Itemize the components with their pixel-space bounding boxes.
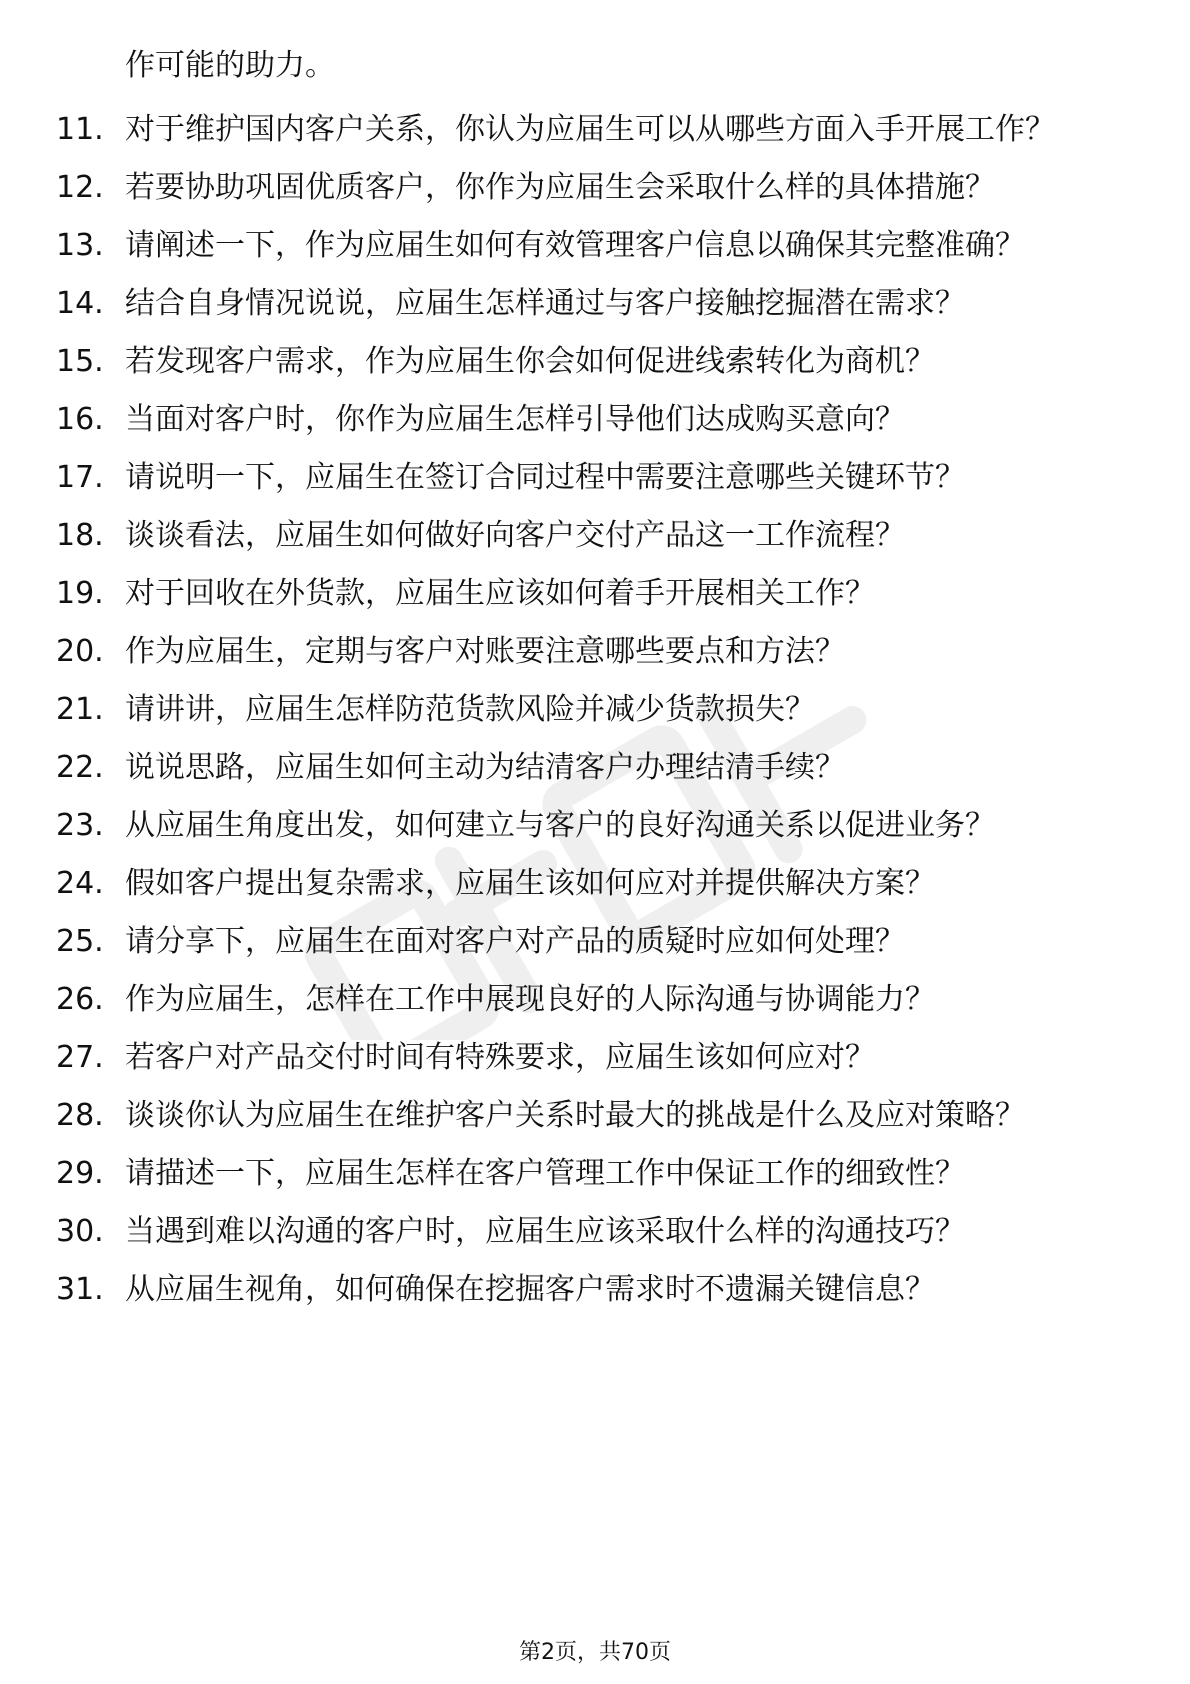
question-number: 27. — [56, 1040, 104, 1075]
question-text: 结合自身情况说说，应届生怎样通过与客户接触挖掘潜在需求？ — [125, 286, 965, 321]
question-number: 22. — [56, 750, 104, 785]
question-number: 20. — [56, 634, 104, 669]
question-text: 若要协助巩固优质客户，你作为应届生会采取什么样的具体措施？ — [125, 170, 995, 205]
question-number: 17. — [56, 460, 104, 495]
list-item — [0, 1156, 1190, 1192]
question-text: 请分享下，应届生在面对客户对产品的质疑时应如何处理？ — [125, 924, 905, 959]
list-item — [0, 634, 1190, 670]
question-number: 29. — [56, 1156, 104, 1191]
question-text: 请讲讲，应届生怎样防范货款风险并减少货款损失？ — [125, 692, 815, 727]
question-text: 若客户对产品交付时间有特殊要求，应届生该如何应对？ — [125, 1040, 875, 1075]
question-text: 从应届生角度出发，如何建立与客户的良好沟通关系以促进业务？ — [125, 808, 995, 843]
question-text: 若发现客户需求，作为应届生你会如何促进线索转化为商机？ — [125, 344, 935, 379]
list-item — [0, 460, 1190, 496]
list-item — [0, 1272, 1190, 1308]
question-number: 13. — [56, 228, 104, 263]
question-number: 21. — [56, 692, 104, 727]
question-text: 从应届生视角，如何确保在挖掘客户需求时不遗漏关键信息？ — [125, 1272, 935, 1307]
list-item — [0, 344, 1190, 380]
list-item — [0, 1098, 1190, 1134]
question-text: 假如客户提出复杂需求，应届生该如何应对并提供解决方案？ — [125, 866, 935, 901]
question-number: 12. — [56, 170, 104, 205]
question-list — [0, 112, 1190, 1330]
question-text: 谈谈你认为应届生在维护客户关系时最大的挑战是什么及应对策略？ — [125, 1098, 1025, 1133]
list-item — [0, 750, 1190, 786]
question-number: 18. — [56, 518, 104, 553]
question-number: 28. — [56, 1098, 104, 1133]
question-number: 15. — [56, 344, 104, 379]
list-item — [0, 866, 1190, 902]
question-text: 请阐述一下，作为应届生如何有效管理客户信息以确保其完整准确？ — [125, 228, 1025, 263]
list-item — [0, 808, 1190, 844]
question-number: 16. — [56, 402, 104, 437]
question-text: 对于维护国内客户关系，你认为应届生可以从哪些方面入手开展工作？ — [125, 112, 1055, 147]
question-text: 说说思路，应届生如何主动为结清客户办理结清手续？ — [125, 750, 845, 785]
page-footer: 第2页，共70页 — [519, 1640, 671, 1665]
list-item — [0, 402, 1190, 438]
question-number: 11. — [56, 112, 104, 147]
list-item — [0, 924, 1190, 960]
question-text: 谈谈看法，应届生如何做好向客户交付产品这一工作流程？ — [125, 518, 905, 553]
list-item — [0, 518, 1190, 554]
list-item — [0, 170, 1190, 206]
question-number: 23. — [56, 808, 104, 843]
question-text: 当面对客户时，你作为应届生怎样引导他们达成购买意向？ — [125, 402, 905, 437]
question-number: 30. — [56, 1214, 104, 1249]
list-item — [0, 1040, 1190, 1076]
question-text: 作为应届生，定期与客户对账要注意哪些要点和方法？ — [125, 634, 845, 669]
list-item — [0, 576, 1190, 612]
question-text: 请描述一下，应届生怎样在客户管理工作中保证工作的细致性？ — [125, 1156, 965, 1191]
list-item — [0, 982, 1190, 1018]
question-text: 请说明一下，应届生在签订合同过程中需要注意哪些关键环节？ — [125, 460, 965, 495]
question-number: 19. — [56, 576, 104, 611]
question-text: 作为应届生，怎样在工作中展现良好的人际沟通与协调能力？ — [125, 982, 935, 1017]
list-item — [0, 228, 1190, 264]
question-number: 31. — [56, 1272, 104, 1307]
question-text: 对于回收在外货款，应届生应该如何着手开展相关工作？ — [125, 576, 875, 611]
question-number: 24. — [56, 866, 104, 901]
list-item — [0, 112, 1190, 148]
question-number: 25. — [56, 924, 104, 959]
list-item — [0, 692, 1190, 728]
continuation-text: 作可能的助力。 — [125, 48, 335, 83]
question-text: 当遇到难以沟通的客户时，应届生应该采取什么样的沟通技巧？ — [125, 1214, 965, 1249]
question-number: 26. — [56, 982, 104, 1017]
question-number: 14. — [56, 286, 104, 321]
list-item — [0, 286, 1190, 322]
list-item — [0, 1214, 1190, 1250]
